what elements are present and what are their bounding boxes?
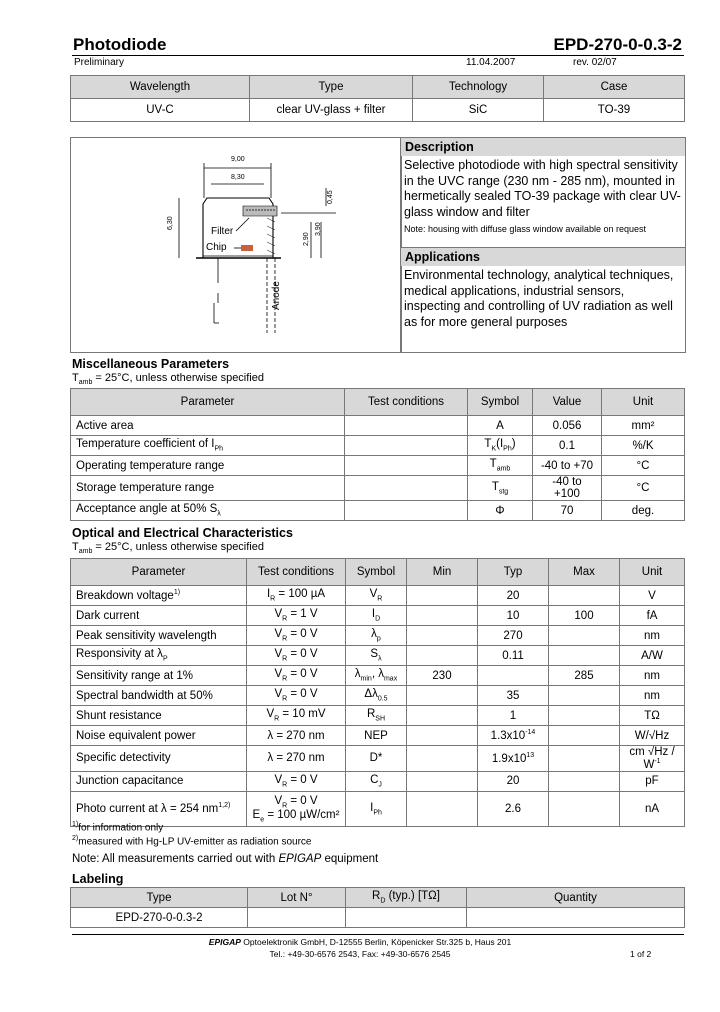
condition-cell: λ = 270 nm xyxy=(247,726,346,746)
part-number: EPD-270-0-0.3-2 xyxy=(553,35,682,54)
typ-cell: 270 xyxy=(478,626,549,646)
optical-header: Parameter xyxy=(71,559,247,586)
summary-header: Type xyxy=(250,76,413,99)
max-cell xyxy=(549,626,620,646)
table-row xyxy=(71,666,685,686)
typ-cell: 2.6 xyxy=(478,791,549,826)
value-cell: -40 to +70 xyxy=(533,456,602,476)
unit-cell: fA xyxy=(620,606,685,626)
condition-cell: $I_R = 100$ µA xyxy=(247,586,346,606)
typ-cell: 10 xyxy=(478,606,549,626)
param-cell: Responsivity at $\lambda_P$ xyxy=(71,646,247,666)
table-row xyxy=(71,606,685,626)
min-cell xyxy=(407,771,478,791)
summary-cell: TO-39 xyxy=(544,99,685,122)
summary-cell: UV-C xyxy=(71,99,250,122)
max-cell xyxy=(549,706,620,726)
table-row xyxy=(71,476,685,501)
table-row xyxy=(71,456,685,476)
description-box xyxy=(400,137,686,249)
misc-title: Miscellaneous Parameters xyxy=(72,357,230,371)
max-cell: 285 xyxy=(549,666,620,686)
optical-conditions: $T_{amb} = 25^\circ C$, unless otherwise specified xyxy=(72,541,264,556)
unit-cell: mm² xyxy=(602,416,685,436)
typ-cell xyxy=(478,666,549,686)
unit-cell: °C xyxy=(602,476,685,501)
unit-cell: cm $√Hz / W^{-1}$ xyxy=(620,746,685,772)
value-cell: 0.056 xyxy=(533,416,602,436)
table-row xyxy=(71,416,685,436)
min-cell: 230 xyxy=(407,666,478,686)
table-row xyxy=(71,626,685,646)
param-cell: Spectral bandwidth at 50% xyxy=(71,686,247,706)
condition-cell xyxy=(345,456,468,476)
summary-header: Case xyxy=(544,76,685,99)
condition-cell: $V_R = 0$ V xyxy=(247,666,346,686)
max-cell xyxy=(549,726,620,746)
condition-cell: $V_R = 10$ mV xyxy=(247,706,346,726)
page-title: Photodiode xyxy=(73,35,167,54)
condition-cell: $V_R = 0$ V xyxy=(247,686,346,706)
param-cell: Noise equivalent power xyxy=(71,726,247,746)
table-row xyxy=(71,771,685,791)
package-drawing-svg xyxy=(71,138,401,352)
value-cell: 0.1 xyxy=(533,436,602,456)
symbol-cell: $C_J$ xyxy=(346,771,407,791)
param-cell: Active area xyxy=(71,416,345,436)
min-cell xyxy=(407,726,478,746)
symbol-cell: $T_{stg}$ xyxy=(468,476,533,501)
summary-header: Technology xyxy=(413,76,544,99)
typ-cell: $1.9x10^{13}$ xyxy=(478,746,549,772)
param-cell: Storage temperature range xyxy=(71,476,345,501)
unit-cell: °C xyxy=(602,456,685,476)
unit-cell: W/√Hz xyxy=(620,726,685,746)
symbol-cell: $R_{SH}$ xyxy=(346,706,407,726)
unit-cell: nm xyxy=(620,666,685,686)
unit-cell: A/W xyxy=(620,646,685,666)
param-cell: Shunt resistance xyxy=(71,706,247,726)
min-cell xyxy=(407,646,478,666)
footnote-1: $^{1)}$for information only xyxy=(72,821,164,834)
param-cell: Photo current at λ = 254 nm$^{1,2)}$ xyxy=(71,791,247,826)
footnote-2: $^{2)}$measured with Hg-LP UV-emitter as radiation source xyxy=(72,835,312,848)
unit-cell: nm xyxy=(620,626,685,646)
symbol-cell: $\lambda_{min}$, $\lambda_{max}$ xyxy=(346,666,407,686)
dim-height: 6,30 xyxy=(167,216,174,230)
condition-cell: $V_R = 0$ V $E_e = 100$ µW/cm² xyxy=(247,791,346,826)
param-cell: Dark current xyxy=(71,606,247,626)
applications-text: Environmental technology, analytical techniques, medical applications, industrial sensors, inspecting and controlling of UV radiation as well as for more general purposes xyxy=(404,268,674,329)
symbol-cell: $I_D$ xyxy=(346,606,407,626)
applications-title: Applications xyxy=(401,248,685,266)
summary-header: Wavelength xyxy=(71,76,250,99)
table-row xyxy=(71,646,685,666)
param-cell: Junction capacitance xyxy=(71,771,247,791)
labeling-header: $R_D$ (typ.) [TΩ] xyxy=(346,888,467,908)
unit-cell: %/K xyxy=(602,436,685,456)
table-row xyxy=(71,746,685,772)
max-cell xyxy=(549,746,620,772)
max-cell: 100 xyxy=(549,606,620,626)
max-cell xyxy=(549,771,620,791)
max-cell xyxy=(549,586,620,606)
labeling-cell: EPD-270-0-0.3-2 xyxy=(71,908,248,928)
misc-header: Symbol xyxy=(468,389,533,416)
min-cell xyxy=(407,606,478,626)
symbol-cell: $T_K(I_{Ph})$ xyxy=(468,436,533,456)
misc-header: Value xyxy=(533,389,602,416)
dim-chip2: 3,90 xyxy=(315,222,322,236)
min-cell xyxy=(407,746,478,772)
applications-box xyxy=(400,247,686,353)
max-cell xyxy=(549,686,620,706)
description-note: Note: housing with diffuse glass window available on request xyxy=(404,224,646,234)
summary-cell: clear UV-glass + filter xyxy=(250,99,413,122)
dim-outer: 9,00 xyxy=(231,156,245,163)
labeling-title: Labeling xyxy=(72,872,124,886)
max-cell xyxy=(549,791,620,826)
header-rule xyxy=(72,55,684,56)
param-cell: Peak sensitivity wavelength xyxy=(71,626,247,646)
symbol-cell: $S_\lambda$ xyxy=(346,646,407,666)
labeling-cell xyxy=(467,908,685,928)
table-row xyxy=(71,586,685,606)
typ-cell: 35 xyxy=(478,686,549,706)
misc-header: Parameter xyxy=(71,389,345,416)
labeling-header: Type xyxy=(71,888,248,908)
optical-header: Test conditions xyxy=(247,559,346,586)
labeling-header: Lot N° xyxy=(248,888,346,908)
optical-header: Typ xyxy=(478,559,549,586)
labeling-cell xyxy=(346,908,467,928)
optical-header: Max xyxy=(549,559,620,586)
misc-table xyxy=(70,388,685,521)
misc-conditions: $T_{amb} = 25^\circ C$, unless otherwise specified xyxy=(72,372,264,387)
symbol-cell: $\lambda_p$ xyxy=(346,626,407,646)
typ-cell: 1 xyxy=(478,706,549,726)
dim-glass: 0,45 xyxy=(327,190,334,204)
max-cell xyxy=(549,646,620,666)
labeling-table xyxy=(70,887,685,928)
param-cell: Breakdown voltage$^{1)}$ xyxy=(71,586,247,606)
filter-label: Filter xyxy=(211,226,234,237)
unit-cell: TΩ xyxy=(620,706,685,726)
condition-cell: $V_R = 0$ V xyxy=(247,626,346,646)
revision-label: rev. 02/07 xyxy=(573,57,617,68)
measurement-note: Note: All measurements carried out with EPIGAP equipment xyxy=(72,853,379,865)
condition-cell: $V_R = 0$ V xyxy=(247,646,346,666)
table-row xyxy=(71,706,685,726)
condition-cell: $V_R = 1$ V xyxy=(247,606,346,626)
date-label: 11.04.2007 xyxy=(466,57,516,68)
optical-header: Unit xyxy=(620,559,685,586)
symbol-cell: $\Delta\lambda_{0.5}$ xyxy=(346,686,407,706)
description-title: Description xyxy=(401,138,685,156)
symbol-cell: $V_R$ xyxy=(346,586,407,606)
optical-table xyxy=(70,558,685,827)
condition-cell: λ = 270 nm xyxy=(247,746,346,772)
symbol-cell: $I_{Ph}$ xyxy=(346,791,407,826)
param-cell: Operating temperature range xyxy=(71,456,345,476)
unit-cell: nA xyxy=(620,791,685,826)
page-number: 1 of 2 xyxy=(630,949,652,959)
typ-cell: 20 xyxy=(478,586,549,606)
min-cell xyxy=(407,586,478,606)
summary-cell: SiC xyxy=(413,99,544,122)
typ-cell: 0.11 xyxy=(478,646,549,666)
misc-header: Unit xyxy=(602,389,685,416)
unit-cell: pF xyxy=(620,771,685,791)
condition-cell: $V_R = 0$ V xyxy=(247,771,346,791)
min-cell xyxy=(407,791,478,826)
condition-cell xyxy=(345,436,468,456)
param-cell: Sensitivity range at 1% xyxy=(71,666,247,686)
symbol-cell: Φ xyxy=(468,501,533,521)
chip-marker xyxy=(241,245,253,251)
symbol-cell: D* xyxy=(346,746,407,772)
typ-cell: $1.3x10^{-14}$ xyxy=(478,726,549,746)
labeling-header: Quantity xyxy=(467,888,685,908)
footer-address: EPIGAP Optoelektronik GmbH, D-12555 Berlin, Köpenicker Str.325 b, Haus 201 xyxy=(208,937,512,947)
symbol-cell: $T_{amb}$ xyxy=(468,456,533,476)
param-cell: Temperature coefficient of $I_{Ph}$ xyxy=(71,436,345,456)
value-cell: 70 xyxy=(533,501,602,521)
min-cell xyxy=(407,686,478,706)
table-row xyxy=(71,726,685,746)
min-cell xyxy=(407,626,478,646)
table-row xyxy=(71,686,685,706)
summary-table xyxy=(70,75,685,122)
anode-label: Anode xyxy=(271,281,282,310)
unit-cell: nm xyxy=(620,686,685,706)
condition-cell xyxy=(345,501,468,521)
status-label: Preliminary xyxy=(74,57,125,68)
unit-cell: V xyxy=(620,586,685,606)
table-row xyxy=(71,436,685,456)
condition-cell xyxy=(345,416,468,436)
footer-rule xyxy=(72,934,684,935)
unit-cell: deg. xyxy=(602,501,685,521)
min-cell xyxy=(407,706,478,726)
typ-cell: 20 xyxy=(478,771,549,791)
chip-label: Chip xyxy=(206,242,227,253)
table-row xyxy=(71,501,685,521)
labeling-cell xyxy=(248,908,346,928)
dim-inner: 8,30 xyxy=(231,174,245,181)
description-text: Selective photodiode with high spectral sensitivity in the UVC range (230 nm - 285 nm), mounted in hermetically sealed TO-39 package with clear UV-glass window and filter xyxy=(404,158,681,219)
optical-header: Min xyxy=(407,559,478,586)
dim-chip: 2,90 xyxy=(303,232,310,246)
param-cell: Specific detectivity xyxy=(71,746,247,772)
misc-header: Test conditions xyxy=(345,389,468,416)
symbol-cell: NEP xyxy=(346,726,407,746)
param-cell: Acceptance angle at 50% $S_\lambda$ xyxy=(71,501,345,521)
value-cell: -40 to +100 xyxy=(533,476,602,501)
footer-contact: Tel.: +49-30-6576 2543, Fax: +49-30-6576 2545 xyxy=(269,949,451,959)
package-drawing xyxy=(70,137,402,353)
symbol-cell: A xyxy=(468,416,533,436)
optical-title: Optical and Electrical Characteristics xyxy=(72,526,293,540)
condition-cell xyxy=(345,476,468,501)
optical-header: Symbol xyxy=(346,559,407,586)
